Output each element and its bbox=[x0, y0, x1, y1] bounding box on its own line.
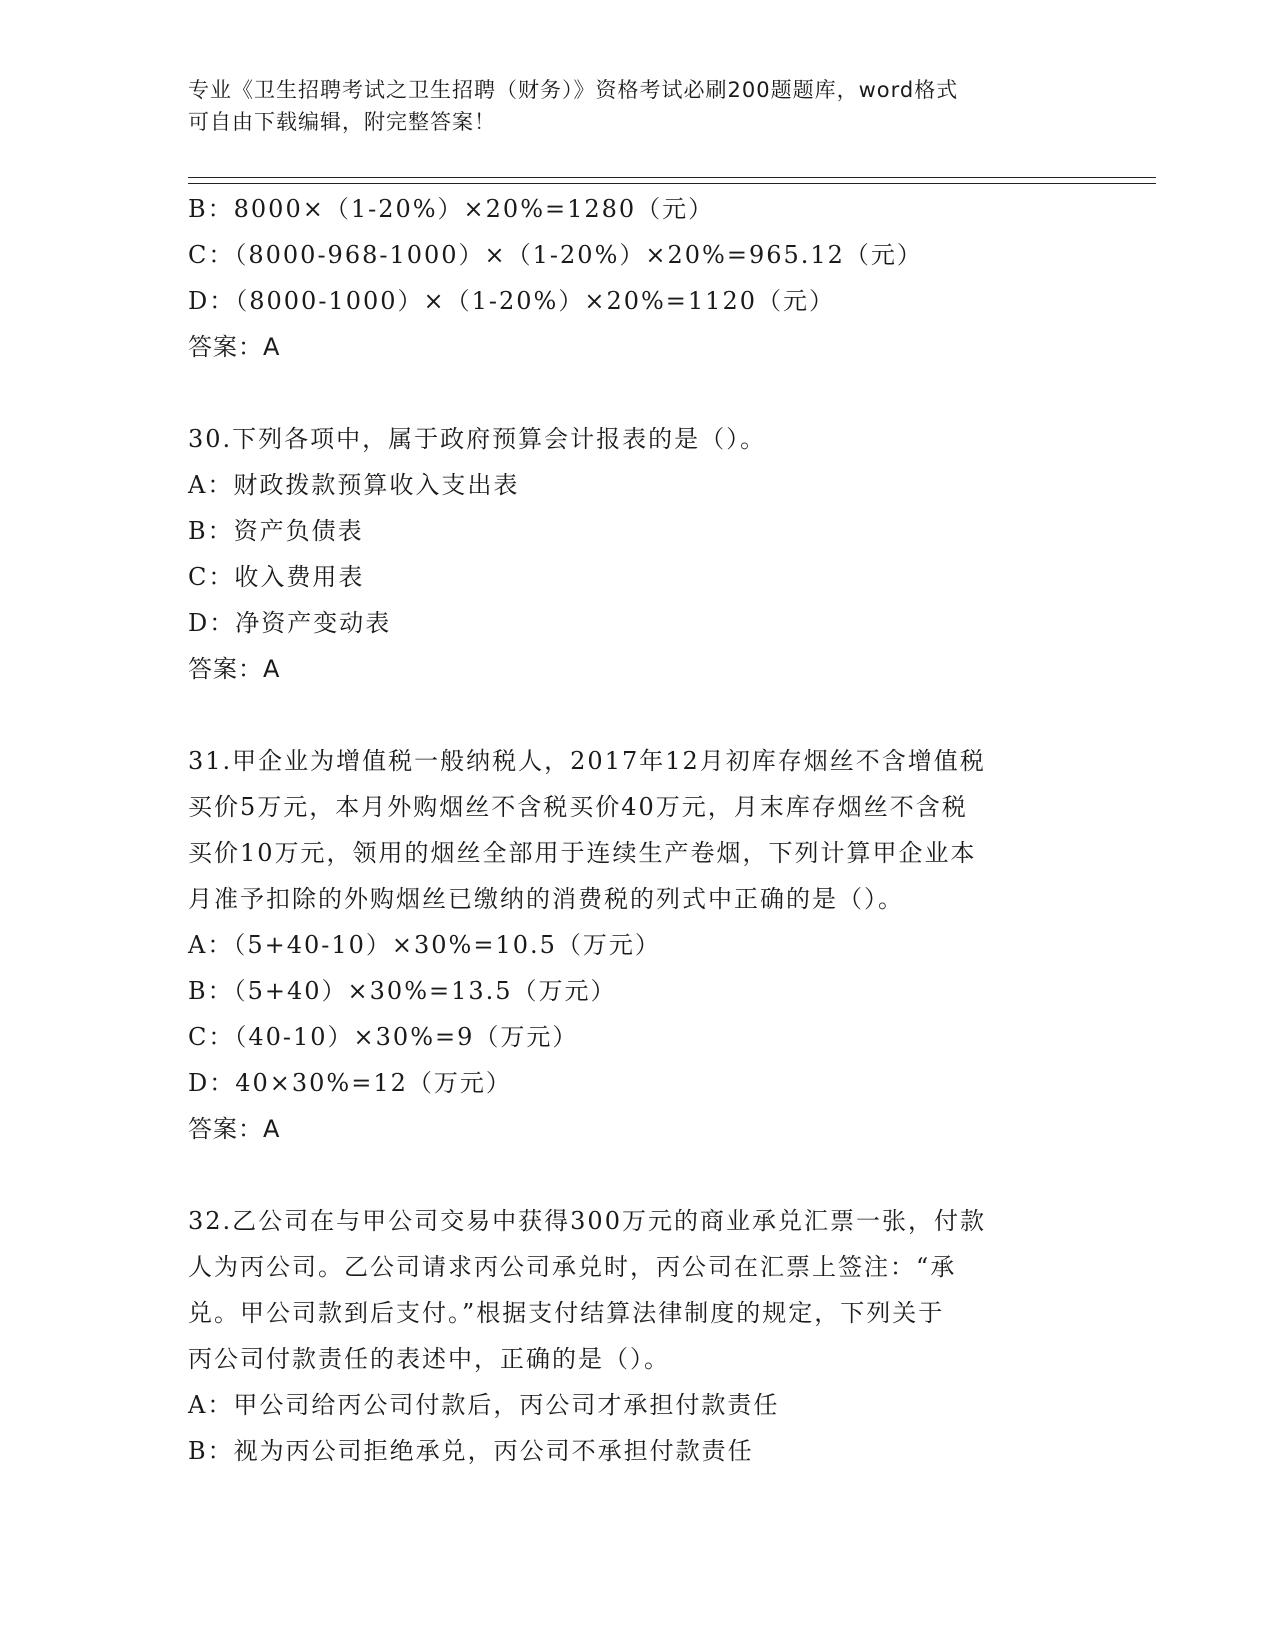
spacer bbox=[188, 370, 1088, 416]
option-b: B：视为丙公司拒绝承兑，丙公司不承担付款责任 bbox=[188, 1437, 754, 1465]
option-c: C：（40-10）×30%=9（万元） bbox=[188, 1023, 579, 1051]
option-a: A：财政拨款预算收入支出表 bbox=[188, 471, 520, 499]
header-title-line-1: 专业《卫生招聘考试之卫生招聘（财务）》资格考试必刷200题题库，word格式 bbox=[188, 78, 959, 102]
option-b: B：8000×（1-20%）×20%=1280（元） bbox=[188, 195, 715, 223]
question-text-line: 31.甲企业为增值税一般纳税人，2017年12月初库存烟丝不含增值税 bbox=[188, 747, 986, 775]
option-d: D：净资产变动表 bbox=[188, 609, 392, 637]
question-30 bbox=[188, 416, 1088, 692]
option-c: C：（8000-968-1000）×（1-20%）×20%=965.12（元） bbox=[188, 241, 923, 269]
question-32 bbox=[188, 1198, 1088, 1474]
answer: 答案：A bbox=[188, 333, 281, 361]
option-a: A：甲公司给丙公司付款后，丙公司才承担付款责任 bbox=[188, 1391, 780, 1419]
option-c: C：收入费用表 bbox=[188, 563, 365, 591]
answer: 答案：A bbox=[188, 655, 281, 683]
spacer bbox=[188, 692, 1088, 738]
answer: 答案：A bbox=[188, 1115, 281, 1143]
question-text-line: 买价10万元，领用的烟丝全部用于连续生产卷烟，下列计算甲企业本 bbox=[188, 839, 977, 867]
document-header bbox=[188, 74, 1078, 138]
question-text-line: 32.乙公司在与甲公司交易中获得300万元的商业承兑汇票一张，付款 bbox=[188, 1207, 986, 1235]
header-divider bbox=[188, 177, 1156, 184]
question-text-line: 丙公司付款责任的表述中，正确的是（）。 bbox=[188, 1345, 670, 1373]
option-b: B：资产负债表 bbox=[188, 517, 364, 545]
question-text-line: 买价5万元，本月外购烟丝不含税买价40万元，月末库存烟丝不含税 bbox=[188, 793, 968, 821]
option-d: D：（8000-1000）×（1-20%）×20%=1120（元） bbox=[188, 287, 835, 315]
question-text-line: 兑。甲公司款到后支付。”根据支付结算法律制度的规定，下列关于 bbox=[188, 1299, 945, 1327]
header-title-line-2: 可自由下载编辑，附完整答案！ bbox=[188, 110, 496, 134]
question-text: 30.下列各项中，属于政府预算会计报表的是（）。 bbox=[188, 425, 767, 453]
question-31 bbox=[188, 738, 1088, 1152]
document-body bbox=[188, 186, 1088, 1474]
question-text-line: 人为丙公司。乙公司请求丙公司承兑时，丙公司在汇票上签注：“承 bbox=[188, 1253, 957, 1281]
option-d: D：40×30%=12（万元） bbox=[188, 1069, 512, 1097]
spacer bbox=[188, 1152, 1088, 1198]
option-b: B：（5+40）×30%=13.5（万元） bbox=[188, 977, 617, 1005]
question-29-tail bbox=[188, 186, 1088, 370]
option-a: A：（5+40-10）×30%=10.5（万元） bbox=[188, 931, 661, 959]
question-text-line: 月准予扣除的外购烟丝已缴纳的消费税的列式中正确的是（）。 bbox=[188, 885, 904, 913]
